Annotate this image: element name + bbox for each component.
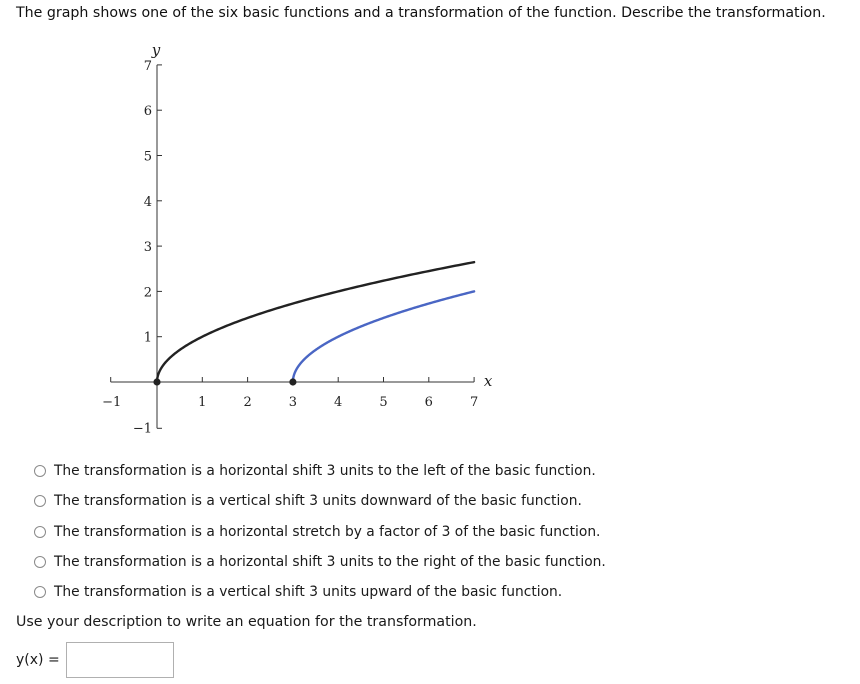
option-label: The transformation is a horizontal stretch by a factor of 3 of the basic function. <box>54 523 601 540</box>
option-label: The transformation is a vertical shift 3 units upward of the basic function. <box>54 584 563 601</box>
option-horizontal-shift-left[interactable] <box>34 456 606 486</box>
answer-label: y(x) = <box>16 652 60 668</box>
y-tick-label: 2 <box>143 285 152 301</box>
radio-button[interactable] <box>34 495 46 507</box>
option-label: The transformation is a horizontal shift 3 units to the left of the basic function. <box>54 463 596 480</box>
y-tick-label: 3 <box>143 240 152 256</box>
option-vertical-shift-down[interactable] <box>34 486 606 516</box>
series-line-transformed <box>293 291 474 382</box>
equation-input[interactable] <box>66 642 174 678</box>
option-vertical-shift-up[interactable] <box>34 577 606 607</box>
radio-button[interactable] <box>34 556 46 568</box>
question-text: The graph shows one of the six basic functions and a transformation of the function. Describe the transformation. <box>16 5 826 21</box>
option-horizontal-shift-right[interactable] <box>34 547 606 577</box>
y-axis-label: y <box>151 40 161 59</box>
y-tick-label: 1 <box>143 330 152 346</box>
radio-button[interactable] <box>34 526 46 538</box>
y-tick-label: 4 <box>143 194 152 210</box>
radio-button[interactable] <box>34 586 46 598</box>
x-tick-label: 6 <box>424 395 433 410</box>
option-label: The transformation is a horizontal shift 3 units to the right of the basic function. <box>54 554 606 571</box>
series-start-point-transformed <box>289 378 296 385</box>
series-start-point-basic <box>153 378 160 385</box>
option-label: The transformation is a vertical shift 3 units downward of the basic function. <box>54 493 582 510</box>
series-line-basic <box>157 262 474 382</box>
x-tick-label: 4 <box>334 395 343 410</box>
x-tick-label: 1 <box>198 395 207 410</box>
x-tick-label: 7 <box>469 395 479 410</box>
radio-button[interactable] <box>34 465 46 477</box>
x-tick-label: 2 <box>243 395 252 410</box>
x-axis-label: x <box>483 372 493 390</box>
option-horizontal-stretch[interactable] <box>34 517 606 547</box>
x-tick-label: 3 <box>288 395 298 410</box>
y-tick-label: −1 <box>132 421 152 437</box>
answer-row <box>16 642 174 678</box>
y-tick-label: 6 <box>143 104 152 120</box>
x-tick-label: −1 <box>102 395 122 410</box>
y-tick-label: 7 <box>143 58 152 74</box>
instruction-text: Use your description to write an equation for the transformation. <box>16 614 477 630</box>
answer-options <box>34 456 606 607</box>
x-tick-label: 5 <box>379 395 388 410</box>
y-tick-label: 5 <box>143 149 152 165</box>
